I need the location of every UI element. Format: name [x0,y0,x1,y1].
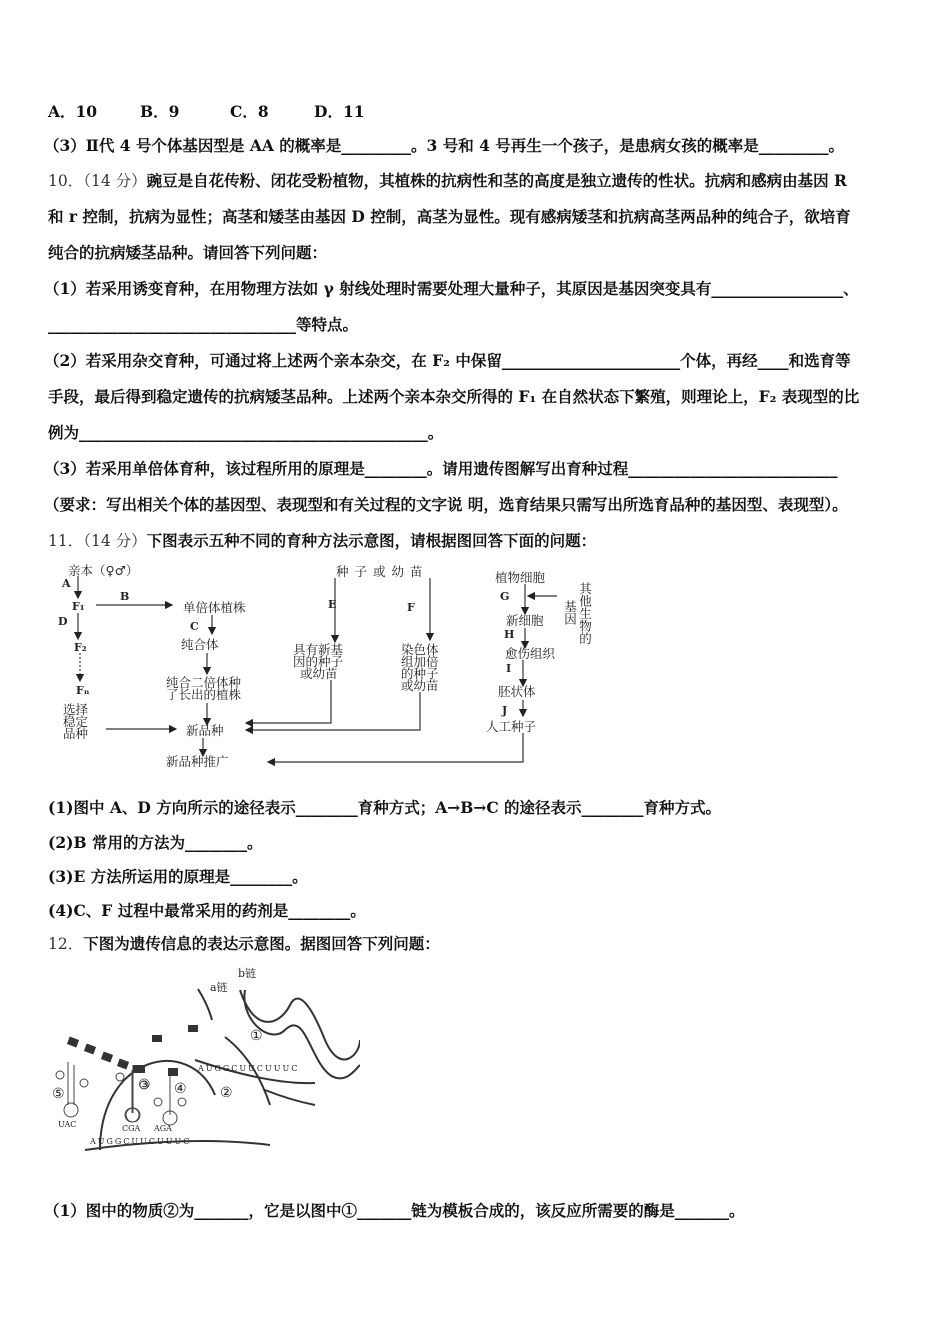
select-1: 选择 [63,702,89,717]
doubled-1: 染色体 [401,642,439,657]
a-chain-label: a链 [210,981,228,994]
option-b: B．9 [140,102,180,121]
seeds: 种子或幼苗 [336,564,429,579]
artificial-seed: 人工种子 [486,719,537,734]
doubled-2: 组加倍 [401,654,439,669]
q10-part1-line2: ________________________________等特点。 [48,315,359,334]
b-chain-label: b链 [238,967,257,980]
haploid-plant: 单倍体植株 [183,600,246,615]
q12-number: 12． [48,935,84,953]
other-organism: 其他生物的 [577,582,593,645]
anticodon-1: CGA [122,1124,141,1133]
q11-question-2: (2)B 常用的方法为________。 [48,833,263,852]
marker-4: ④ [174,1081,187,1097]
q10-part3-line1: （3）若采用单倍体育种，该过程所用的原理是________。请用遗传图解写出育种过程___________________________ [44,459,838,478]
marker-2: ② [220,1085,233,1101]
q12-stem-text: 下图为遗传信息的表达示意图。据图回答下列问题： [83,934,440,953]
q10-part2-line2: 手段，最后得到稳定遗传的抗病矮茎品种。上述两个亲本杂交所得的 F₁ 在自然状态下繁殖，则理论上，F₂ 表现型的比 [48,387,860,406]
mrna-bottom: AUGGCUUCUUUC [90,1137,192,1146]
embryoid: 胚状体 [498,684,536,699]
q10-stem-2: 和 r 控制，抗病为显性；高茎和矮茎由基因 D 控制，高茎为显性。现有感病矮茎和抗病高茎两品种的纯合子，欲培育 [48,207,851,226]
gene: 基因 [562,600,578,625]
label-j: J [502,704,508,717]
label-fn: Fₙ [76,684,90,697]
label-f2: F₂ [74,641,87,654]
select-3: 品种 [63,726,89,741]
label-i: I [506,662,512,675]
new-variety: 新品种 [186,723,224,738]
option-c: C．8 [230,102,269,121]
label-g: G [500,590,510,603]
doubled-4: 或幼苗 [401,678,439,693]
label-h: H [504,628,515,641]
marker-3: ③ [138,1077,151,1093]
q10-part1-line1: （1）若采用诱变育种，在用物理方法如 γ 射线处理时需要处理大量种子，其原因是基因突变具有_________________、 [44,279,859,298]
q11-stem-text: 下图表示五种不同的育种方法示意图，请根据图回答下面的问题： [146,531,597,550]
label-c: C [190,620,199,633]
diploid-1: 纯合二倍体种 [166,675,242,690]
q10-stem-text: 豌豆是自花传粉、闭花受粉植物，其植株的抗病性和茎的高度是独立遗传的性状。抗病和感病由基因 R [146,171,847,190]
anticodon-2: AGA [154,1124,172,1133]
q11-question-3: (3)E 方法所运用的原理是________。 [48,867,308,886]
new-gene-1: 具有新基 [293,642,344,657]
q11-question-1: (1)图中 A、D 方向所示的途径表示________育种方式；A→B→C 的途径表示________育种方式。 [48,798,722,817]
promote: 新品种推广 [166,754,229,769]
label-d: D [58,615,68,628]
q10-stem-3: 纯合的抗病矮茎品种。请回答下列问题： [48,243,328,262]
q9-part3: （3）Ⅱ代 4 号个体基因型是 AA 的概率是_________。3 号和 4 号再生一个孩子，是患病女孩的概率是_________。 [44,136,845,155]
label-b: B [120,590,130,603]
select-2: 稳定 [63,714,89,729]
mrna-top: AUGGCUUCUUUC [198,1064,300,1073]
q10-number: 10．（14 分） [48,172,147,190]
callus: 愈伤组织 [505,646,556,661]
q12-part1: （1）图中的物质②为_______，它是以图中①_______链为模板合成的，该反应所需要的酶是_______。 [44,1201,745,1220]
homozygote: 纯合体 [181,637,219,652]
q11-number: 11．（14 分） [48,532,147,550]
q12-stem [48,934,440,954]
gene-expression-diagram [40,965,360,1165]
label-a: A [62,577,71,590]
label-f: F [407,601,415,614]
q11-question-4: (4)C、F 过程中最常采用的药剂是________。 [48,901,366,920]
doubled-3: 的种子 [401,666,439,681]
marker-1: ① [250,1028,263,1044]
parent-label: 亲本（♀♂） [68,563,139,578]
label-e: E [328,598,337,611]
diploid-2: 了长出的植株 [166,687,242,702]
q10-part2-line3: 例为_____________________________________________。 [48,423,444,442]
marker-5: ⑤ [52,1086,65,1102]
new-gene-2: 因的种子 [293,654,344,669]
option-a: A．10 [48,102,98,121]
anticodon-5: UAC [58,1120,77,1129]
new-cell: 新细胞 [506,613,544,628]
q10-part3-line2: （要求：写出相关个体的基因型、表现型和有关过程的文字说 明，选育结果只需写出所选育品种的基因型、表现型）。 [44,495,848,514]
option-d: D．11 [314,102,365,121]
label-f1: F₁ [72,600,85,613]
plant-cell: 植物细胞 [495,570,546,585]
q10-part2-line1: （2）若采用杂交育种，可通过将上述两个亲本杂交，在 F₂ 中保留_______________________个体，再经____和选育等 [44,351,851,370]
new-gene-3: 或幼苗 [300,666,338,681]
